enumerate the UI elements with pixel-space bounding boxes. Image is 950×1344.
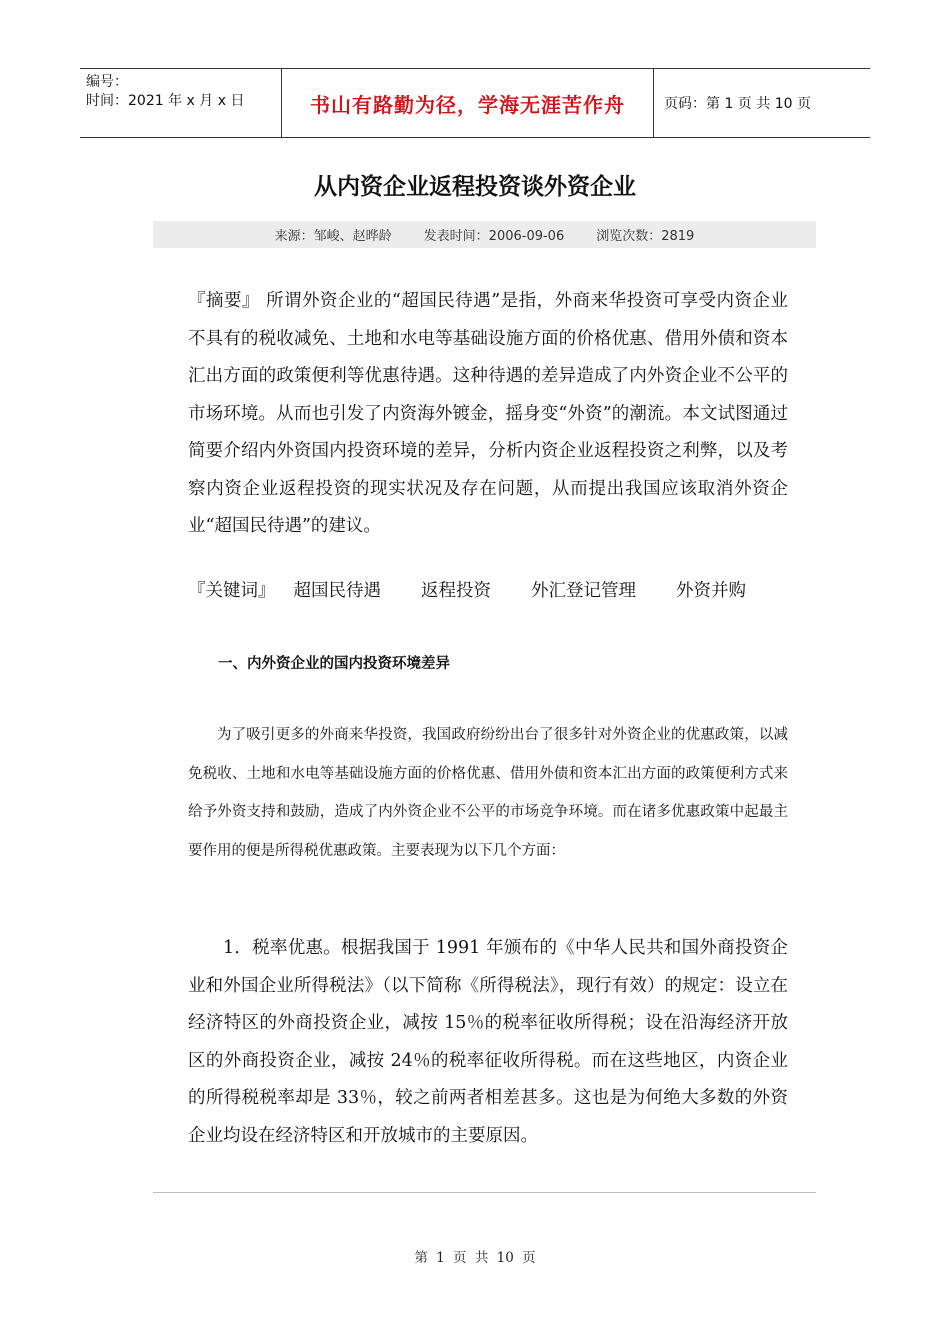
header-page-cell [654, 69, 870, 137]
article-views: 浏览次数：2819 [596, 229, 695, 244]
header-table [80, 68, 870, 138]
section-intro-paragraph: 为了吸引更多的外商来华投资，我国政府纷纷出台了很多针对外资企业的优惠政策，以减免税收、土地和水电等基础设施方面的价格优惠、借用外债和资本汇出方面的政策便利方式来给予外资支持和鼓励，造成了内外资企业不公平的市场竞争环境。而在诸多优惠政策中起最主要作用的便是所得税优惠政策。主要表现为以下几个方面： [188, 727, 788, 859]
keyword-item: 外资并购 [676, 581, 746, 601]
page-footer: 第 1 页 共 10 页 [414, 1250, 536, 1266]
motto: 书山有路勤为径，学海无涯苦作舟 [310, 92, 625, 117]
keywords-label: 『关键词』 [188, 581, 276, 601]
article-source: 来源：邹峻、赵晔龄 [274, 229, 392, 244]
article-meta-bar [153, 221, 816, 248]
point-1-paragraph: 1．税率优惠。根据我国于 1991 年颁布的《中华人民共和国外商投资企业和外国企业所得税法》（以下简称《所得税法》，现行有效）的规定：设立在经济特区的外商投资企业，减按 15％的税率征收所得税；设在沿海经济开放区的外商投资企业，减按 24％的税率征收所得税。而在这些地区，内资企业的所得税税率却是 33％，较之前两者相差甚多。这也是为何绝大多数的外资企业均设在经济特区和开放城市的主要原因。 [188, 938, 788, 1146]
number-label: 编号： [86, 74, 128, 90]
keyword-item: 返程投资 [421, 581, 491, 601]
time-label: 时间：2021 年 x 月 x 日 [86, 93, 245, 109]
article-publish-time: 发表时间：2006-09-06 [423, 229, 565, 244]
page-title: 从内资企业返程投资谈外资企业 [314, 174, 636, 200]
abstract-paragraph: 『摘要』 所谓外资企业的“超国民待遇”是指，外商来华投资可享受内资企业不具有的税收减免、土地和水电等基础设施方面的价格优惠、借用外债和资本汇出方面的政策便利等优惠待遇。这种待遇的差异造成了内外资企业不公平的市场环境。从而也引发了内资海外镀金，摇身变“外资”的潮流。本文试图通过简要介绍内外资国内投资环境的差异，分析内资企业返程投资之利弊，以及考察内资企业返程投资的现实状况及存在问题，从而提出我国应该取消外资企业“超国民待遇”的建议。 [188, 291, 788, 536]
keyword-item: 外汇登记管理 [531, 581, 636, 601]
section-heading: 一、内外资企业的国内投资环境差异 [218, 656, 450, 672]
page-info: 页码：第 1 页 共 10 页 [664, 96, 811, 112]
header-motto-cell [282, 69, 654, 137]
keyword-item: 超国民待遇 [293, 581, 381, 601]
header-left-cell [80, 69, 282, 137]
footer-divider [153, 1192, 816, 1193]
keywords-line [188, 575, 788, 607]
